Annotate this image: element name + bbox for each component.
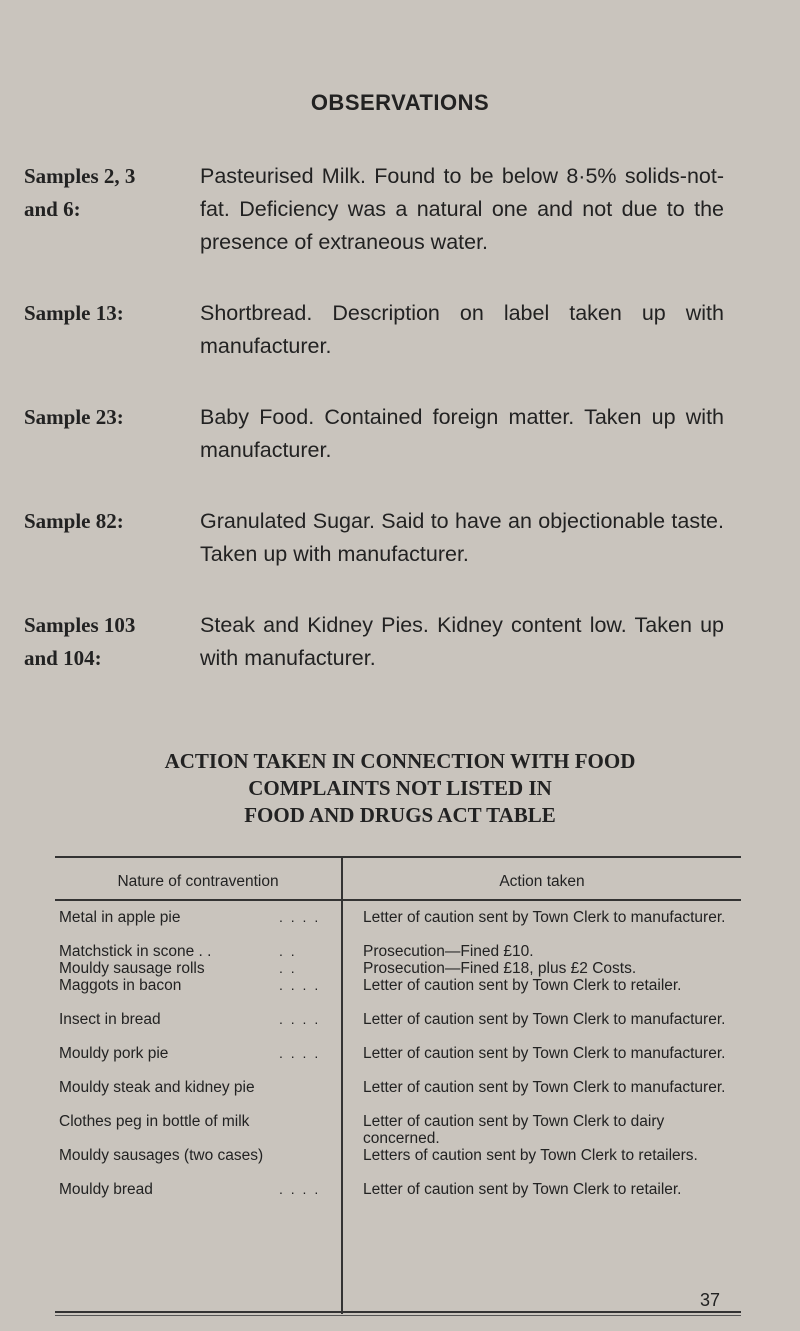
observation-text: Steak and Kidney Pies. Kidney content low. Taken up with manufacturer. xyxy=(200,613,724,670)
leader-dots: . . . . xyxy=(279,977,321,993)
table-row xyxy=(55,1181,741,1215)
nature-text: Insect in bread xyxy=(59,1011,161,1028)
nature-cell xyxy=(55,1113,335,1147)
nature-text: Mouldy sausages (two cases) xyxy=(59,1147,264,1164)
observation-label: Sample 13: xyxy=(24,301,124,325)
observation-label: Sample 82: xyxy=(24,509,124,533)
observation-label: Sample 23: xyxy=(24,405,124,429)
action-cell: Letters of caution sent by Town Clerk to retailers. xyxy=(363,1147,698,1164)
table-body xyxy=(55,909,741,1215)
observation-item xyxy=(24,160,724,259)
table-row xyxy=(55,1011,741,1045)
table-row xyxy=(55,1147,741,1181)
observation-item xyxy=(24,505,724,571)
header-action: Action taken xyxy=(499,873,585,890)
nature-text: Clothes peg in bottle of milk xyxy=(59,1113,250,1130)
observation-item xyxy=(24,609,724,675)
leader-dots: . . . . xyxy=(279,1045,321,1061)
action-cell: Prosecution—Fined £10. xyxy=(363,943,534,960)
table-top-rule xyxy=(55,856,741,858)
action-title-line: ACTION TAKEN IN CONNECTION WITH FOOD xyxy=(164,749,636,773)
table-row xyxy=(55,943,741,960)
table-bottom-rule-thin xyxy=(55,1315,741,1316)
leader-dots: . . xyxy=(279,943,297,959)
table-row xyxy=(55,909,741,943)
page-number: 37 xyxy=(700,1290,721,1310)
observation-text: Baby Food. Contained foreign matter. Taken up with manufacturer. xyxy=(200,405,724,462)
observation-text: Pasteurised Milk. Found to be below 8·5% solids-not-fat. Deficiency was a natural one and not due to the presence of extraneous water. xyxy=(200,164,724,254)
observation-text: Shortbread. Description on label taken up with manufacturer. xyxy=(200,301,724,358)
action-cell: Letter of caution sent by Town Clerk to retailer. xyxy=(363,977,682,994)
nature-text: Maggots in bacon xyxy=(59,977,182,994)
observation-label: Samples 2, 3 and 6: xyxy=(24,164,136,221)
leader-dots: . . xyxy=(279,960,297,976)
table-header-rule xyxy=(55,899,741,901)
table-row xyxy=(55,1045,741,1079)
table-row xyxy=(55,1113,741,1147)
nature-cell xyxy=(55,1079,335,1113)
nature-text: Mouldy bread xyxy=(59,1181,153,1198)
observation-item xyxy=(24,401,724,467)
table-row xyxy=(55,960,741,977)
action-cell: Prosecution—Fined £18, plus £2 Costs. xyxy=(363,960,637,977)
nature-text: Matchstick in scone . . xyxy=(59,943,212,960)
nature-text: Mouldy steak and kidney pie xyxy=(59,1079,255,1096)
nature-cell xyxy=(55,1181,335,1215)
nature-text: Mouldy sausage rolls xyxy=(59,960,205,977)
action-title-line: FOOD AND DRUGS ACT TABLE xyxy=(244,803,556,827)
action-section-title xyxy=(0,748,800,829)
nature-cell xyxy=(55,1045,335,1079)
action-cell: Letter of caution sent by Town Clerk to dairy concerned. xyxy=(363,1113,665,1147)
observations-list xyxy=(24,160,724,713)
action-cell: Letter of caution sent by Town Clerk to manufacturer. xyxy=(363,1079,726,1096)
observation-text: Granulated Sugar. Said to have an objectionable taste. Taken up with manufacturer. xyxy=(200,509,724,566)
nature-cell xyxy=(55,977,335,1011)
table-row xyxy=(55,1079,741,1113)
nature-text: Metal in apple pie xyxy=(59,909,181,926)
action-cell: Letter of caution sent by Town Clerk to manufacturer. xyxy=(363,1045,726,1062)
nature-cell xyxy=(55,1147,335,1181)
action-cell: Letter of caution sent by Town Clerk to manufacturer. xyxy=(363,909,726,926)
observations-title: OBSERVATIONS xyxy=(310,90,490,115)
action-cell: Letter of caution sent by Town Clerk to retailer. xyxy=(363,1181,682,1198)
leader-dots: . . . . xyxy=(279,909,321,925)
nature-text: Mouldy pork pie xyxy=(59,1045,169,1062)
leader-dots: . . . . xyxy=(279,1181,321,1197)
action-cell: Letter of caution sent by Town Clerk to manufacturer. xyxy=(363,1011,726,1028)
nature-cell xyxy=(55,960,335,977)
header-nature: Nature of contravention xyxy=(117,873,279,890)
observation-item xyxy=(24,297,724,363)
nature-cell xyxy=(55,1011,335,1045)
nature-cell xyxy=(55,943,335,960)
observation-label: Samples 103 and 104: xyxy=(24,613,136,670)
nature-cell xyxy=(55,909,335,943)
table-bottom-rule xyxy=(55,1311,741,1313)
table-row xyxy=(55,977,741,1011)
action-title-line: COMPLAINTS NOT LISTED IN xyxy=(248,776,552,800)
leader-dots: . . . . xyxy=(279,1011,321,1027)
